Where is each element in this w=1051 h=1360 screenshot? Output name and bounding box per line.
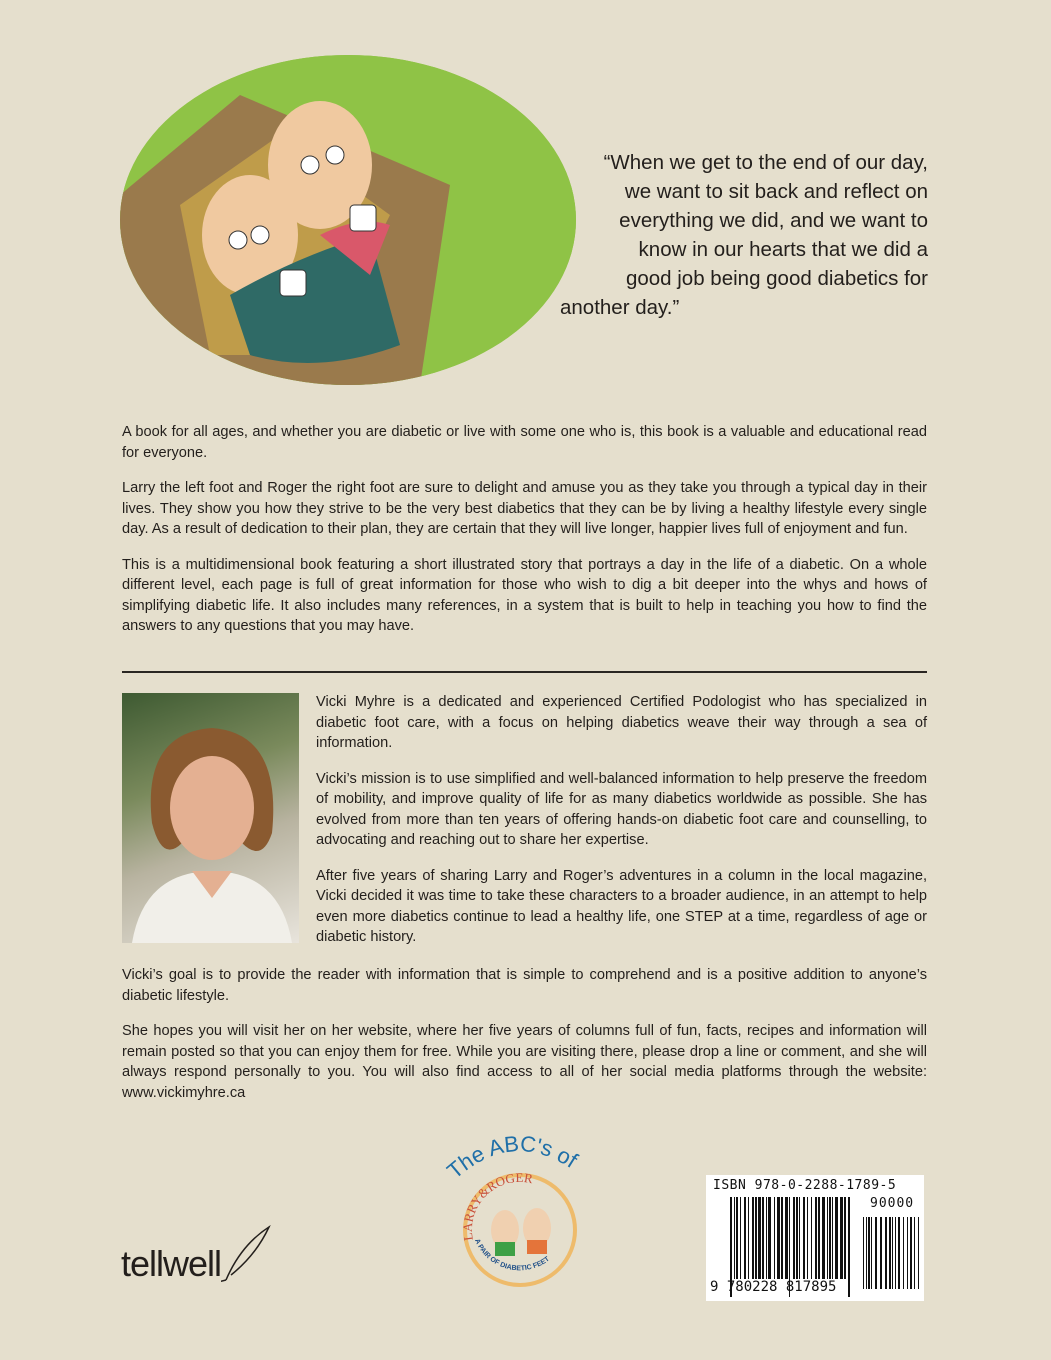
isbn-barcode: [706, 1175, 924, 1301]
bio-paragraph: Vicki’s mission is to use simplified and well-balanced information to help preserve the freedom of mobility, and improve quality of life for as many diabetics worldwide as possible. She has evolved from more than ten years of offering hands-on diabetic foot care and counselling, to advocating and reaching out to share her expertise.: [316, 770, 927, 848]
quote-line: “When we get to the end of our day,: [603, 151, 928, 174]
bio-paragraph: She hopes you will visit her on her website, where her five years of columns full of fun, facts, recipes and information will remain posted so that you can enjoy them for free. While you are visiting there, please drop a line or comment, and she will always respond personally to you. You will also find access to all of her social media platforms through the website: www.vickimyhre.ca: [122, 1023, 927, 1101]
series-subtitle-text: A PAIR OF DIABETIC FEET: [473, 1237, 551, 1273]
publisher-logo: [121, 1225, 271, 1285]
quill-icon: [221, 1225, 271, 1285]
description-paragraph: Larry the left foot and Roger the right foot are sure to delight and amuse you as they take you through a typical day in their lives. They show you how they strive to be the very best diabetics that they can be by living a healthy lifestyle every single day. As a result of dedication to their plan, they are certain that they will live longer, happier lives full of enjoyment and fun.: [122, 480, 927, 537]
description-paragraph: This is a multidimensional book featuring a short illustrated story that portrays a day in the life of a diabetic. On a whole different level, each page is full of great information for those who wish to dig a bit deeper into the whys and hows of simplifying diabetic life. It also includes many references, in a system that is built to help in teaching you how to find the answers to any questions that you may have.: [122, 556, 927, 634]
book-description: [122, 422, 927, 652]
pull-quote: [560, 148, 928, 322]
series-title-text: LARRY&ROGER: [459, 1169, 535, 1242]
quote-line: know in our hearts that we did a: [638, 238, 928, 261]
ean-text: 9 780228 817895: [710, 1279, 837, 1295]
author-bio: [316, 692, 927, 963]
series-top-text: he ABC's of: [453, 1130, 582, 1176]
quote-line: we want to sit back and reflect on: [624, 180, 928, 203]
author-bio-continued: [122, 965, 927, 1118]
isbn-text: ISBN 978-0-2288-1789-5: [713, 1178, 897, 1193]
description-paragraph: A book for all ages, and whether you are diabetic or live with some one who is, this book is a valuable and educational read for everyone.: [122, 424, 927, 461]
quote-line: good job being good diabetics for: [625, 267, 928, 290]
bio-paragraph: After five years of sharing Larry and Roger’s adventures in a column in the local magazine, Vicki decided it was time to take these characters to a broader audience, in an attempt to help even more diabetics continue to lead a healthy life, one STEP at a time, regardless of age or diabetic history.: [316, 867, 927, 945]
bio-paragraph: Vicki’s goal is to provide the reader with information that is simple to comprehend and is a positive addition to anyone’s diabetic lifestyle.: [122, 967, 927, 1004]
cover-illustration: [120, 55, 576, 385]
price-code: 90000: [870, 1196, 915, 1211]
section-divider: [122, 671, 927, 673]
publisher-name: tellwell: [121, 1243, 222, 1284]
bio-paragraph: Vicki Myhre is a dedicated and experienced Certified Podologist who has specialized in diabetic foot care, with a focus on helping diabetics weave their way through a sea of information.: [316, 694, 927, 751]
quote-line: another day.”: [560, 296, 680, 319]
author-photo: [122, 693, 299, 943]
series-logo: [445, 1130, 595, 1290]
quote-line: everything we did, and we want to: [619, 209, 928, 232]
